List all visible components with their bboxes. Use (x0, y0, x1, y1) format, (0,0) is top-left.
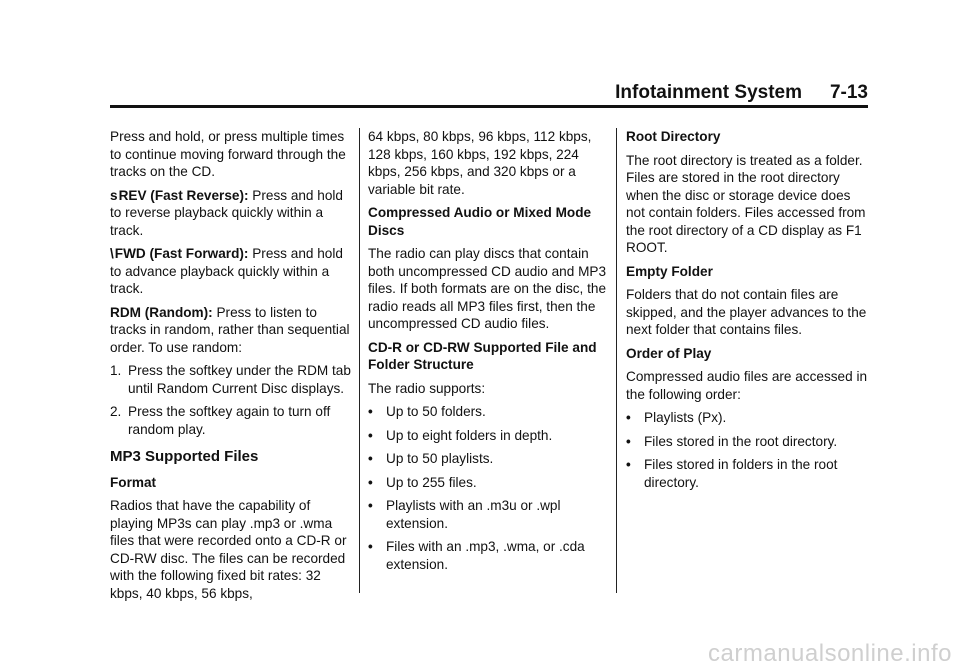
list-item (626, 456, 868, 491)
bullet-icon: • (368, 404, 373, 419)
subheading: Empty Folder (626, 263, 713, 279)
subheading: CD-R or CD-RW Supported File and Folder Structure (368, 339, 597, 372)
paragraph: 64 kbps, 80 kbps, 96 kbps, 112 kbps, 128 kbps, 160 kbps, 192 kbps, 224 kbps, 256 kbps, and 320 kbps or a variable bit rate. (368, 129, 592, 197)
column-divider-1 (359, 128, 360, 593)
column-2 (368, 128, 612, 579)
step-number: 1. (110, 363, 122, 378)
step-text: Press the softkey again to turn off random play. (128, 404, 331, 437)
subheading: Format (110, 474, 157, 490)
list-item (368, 474, 612, 492)
paragraph: Press and hold, or press multiple times to continue moving forward through the tracks on the CD. (110, 129, 346, 179)
list-item (368, 538, 612, 573)
paragraph: Compressed audio files are accessed in the following order: (626, 369, 868, 402)
bullet-icon: • (368, 539, 373, 554)
bullet-icon: • (368, 451, 373, 466)
list-item (626, 433, 868, 451)
fast-forward-icon: \ (110, 246, 112, 261)
chapter-title: Infotainment System (615, 82, 802, 103)
list-item (368, 497, 612, 532)
page-number: 7-13 (829, 82, 868, 103)
bullet-list (626, 409, 868, 491)
fwd-label: FWD (Fast Forward): (114, 246, 249, 261)
list-item-text: Playlists (Px). (644, 410, 727, 425)
subheading: Compressed Audio or Mixed Mode Discs (368, 205, 592, 238)
column-1 (110, 128, 354, 608)
header-rule (110, 105, 868, 108)
subheading: Root Directory (626, 129, 721, 144)
paragraph: Folders that do not contain files are skipped, and the player advances to the next folder that contains files. (626, 287, 867, 337)
paragraph: The root directory is treated as a folder. Files are stored in the root directory when the disc or storage device does not contain folders. Files accessed from the root directory of a CD display as F1 ROOT. (626, 152, 866, 255)
rdm-paragraph (110, 304, 354, 357)
bullet-icon: • (368, 427, 373, 443)
list-item (368, 403, 612, 421)
paragraph: Radios that have the capability of playing MP3s can play .mp3 or .wma files that were recorded onto a CD-R or CD-RW disc. The files can be recorded with the following fixed bit rates: 32 kbps, 40 kbps, 56 kbps, (110, 498, 347, 601)
fwd-text: Press and hold to advance playback quickly within a track. (110, 246, 343, 296)
bullet-icon: • (626, 433, 631, 449)
column-divider-2 (616, 128, 617, 593)
step-text: Press the softkey under the RDM tab until Random Current Disc displays. (128, 363, 351, 396)
list-item-text: Up to 255 files. (386, 474, 477, 490)
page-header (110, 82, 868, 106)
rev-paragraph (110, 187, 354, 240)
rdm-text: Press to listen to tracks in random, rather than sequential order. To use random: (110, 304, 350, 355)
column-3 (626, 128, 868, 497)
list-item (368, 427, 612, 445)
rdm-label: RDM (Random): (110, 304, 213, 320)
rev-label: REV (Fast Reverse): (118, 187, 249, 203)
list-item-text: Files stored in folders in the root directory. (644, 457, 838, 490)
list-item-text: Up to eight folders in depth. (386, 427, 553, 443)
list-item-text: Up to 50 folders. (386, 404, 486, 419)
watermark: carmanualsonline.info (708, 640, 952, 667)
list-item (368, 450, 612, 468)
numbered-step (110, 362, 354, 397)
list-item-text: Playlists with an .m3u or .wpl extension. (386, 498, 561, 531)
bullet-icon: • (626, 457, 631, 472)
list-item-text: Files with an .mp3, .wma, or .cda extension. (386, 539, 585, 572)
numbered-step (110, 403, 354, 438)
bullet-icon: • (368, 498, 373, 513)
subheading: Order of Play (626, 345, 712, 361)
paragraph: The radio supports: (368, 380, 486, 396)
bullet-icon: • (626, 410, 631, 425)
section-title: MP3 Supported Files (110, 448, 259, 465)
step-number: 2. (110, 404, 122, 419)
bullet-icon: • (368, 474, 373, 490)
rev-text: Press and hold to reverse playback quickly within a track. (110, 187, 343, 238)
bullet-list (368, 403, 612, 573)
rewind-icon: s (110, 187, 116, 203)
list-item (626, 409, 868, 427)
list-item-text: Files stored in the root directory. (644, 433, 838, 449)
fwd-paragraph (110, 245, 354, 298)
paragraph: The radio can play discs that contain both uncompressed CD audio and MP3 files. If both formats are on the disc, the radio reads all MP3 files first, then the uncompressed CD audio files. (368, 246, 607, 331)
list-item-text: Up to 50 playlists. (386, 451, 494, 466)
